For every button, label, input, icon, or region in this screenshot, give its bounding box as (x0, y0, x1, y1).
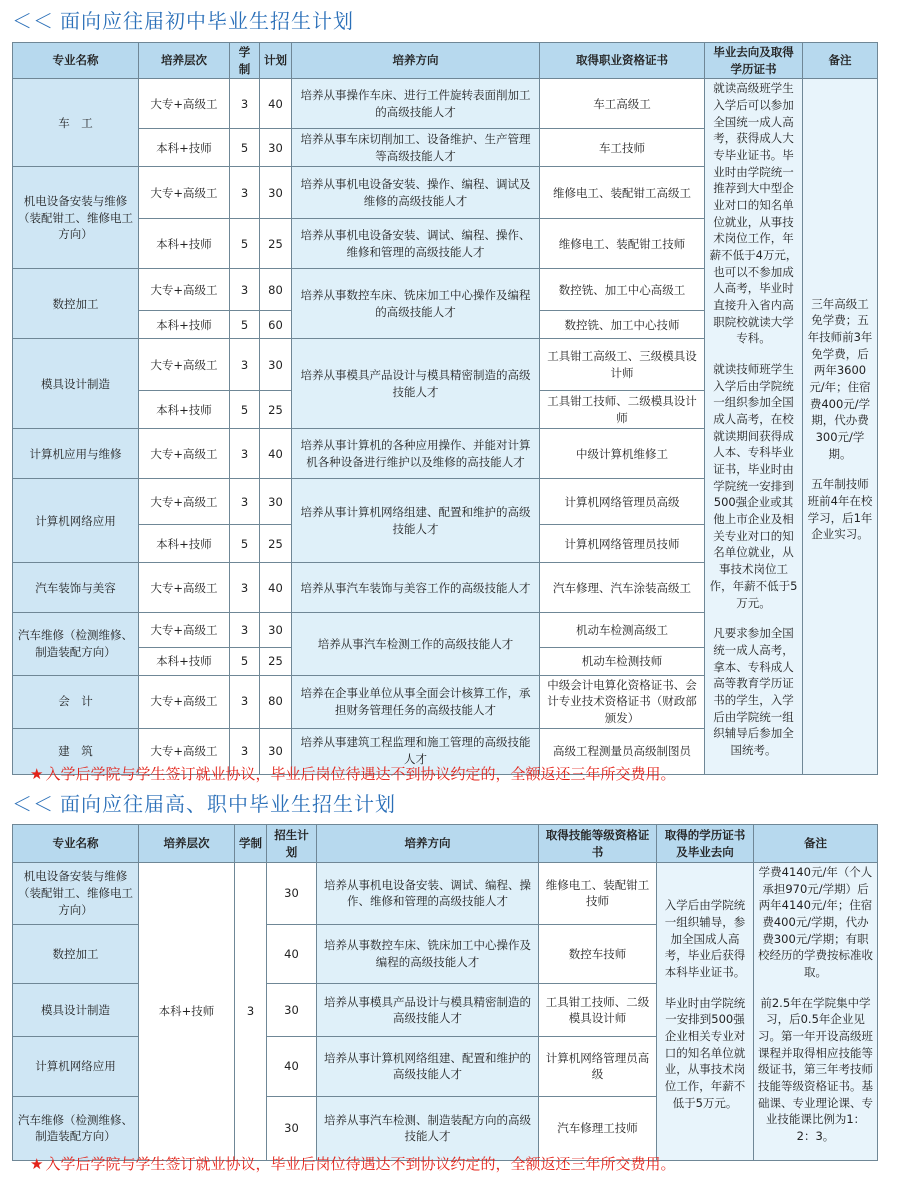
plan-cell: 60 (260, 311, 292, 339)
plan-cell: 30 (267, 1096, 317, 1160)
major-name: 汽车维修（检测维修、制造装配方向） (13, 1096, 139, 1160)
cert-cell: 工具钳工技师、二级模具设计师 (539, 984, 657, 1037)
years-cell: 3 (230, 339, 260, 391)
level-cell: 大专+高级工 (139, 269, 230, 311)
header-graduation: 取得的学历证书及毕业去向 (657, 825, 754, 863)
direction-cell: 培养从事计算机的各种应用操作、并能对计算机各种设备进行维护以及维修的高技能人才 (292, 429, 540, 479)
header-years: 学制 (235, 825, 267, 863)
plan-cell: 40 (260, 563, 292, 613)
plan-cell: 30 (260, 479, 292, 525)
direction-cell: 培养从事车床切削加工、设备维护、生产管理等高级技能人才 (292, 129, 540, 167)
years-cell: 5 (230, 219, 260, 269)
cert-cell: 维修电工、装配钳工高级工 (540, 167, 705, 219)
direction-cell: 培养在企事业单位从事全面会计核算工作，承担财务管理任务的高级技能人才 (292, 675, 540, 728)
level-cell: 本科+技师 (139, 525, 230, 563)
major-name: 模具设计制造 (13, 984, 139, 1037)
level-cell: 本科+技师 (139, 219, 230, 269)
remarks-cell (754, 863, 878, 1161)
direction-cell: 培养从事模具产品设计与模具精密制造的高级技能人才 (317, 984, 539, 1037)
cert-cell: 中级计算机维修工 (540, 429, 705, 479)
plan-cell: 80 (260, 675, 292, 728)
graduation-paragraph: 入学后由学院统一组织辅导，参加全国成人高考，毕业后获得本科毕业证书。 (664, 898, 746, 980)
plan-cell: 30 (260, 167, 292, 219)
remarks-paragraph: 五年制技师班前4年在校学习，后1年企业实习。 (807, 477, 873, 542)
years-cell: 3 (235, 863, 267, 1161)
direction-cell: 培养从事模具产品设计与模具精密制造的高级技能人才 (292, 339, 540, 429)
major-name: 数控加工 (13, 924, 139, 984)
remarks-paragraph: 前2.5年在学院集中学习，后0.5年企业见习。第一年开设高级班课程并取得相应技能等级证书，第三年考技师技能等级资格证书。基础课、专业理论课、专业技能课比例为1：2：3。 (758, 995, 873, 1144)
header-plan: 计划 (260, 43, 292, 79)
header-direction: 培养方向 (317, 825, 539, 863)
cert-cell: 工具钳工技师、二级模具设计师 (540, 391, 705, 429)
level-cell: 本科+技师 (139, 647, 230, 675)
level-cell: 大专+高级工 (139, 563, 230, 613)
direction-cell: 培养从事计算机网络组建、配置和维护的高级技能人才 (317, 1037, 539, 1097)
years-cell: 3 (230, 429, 260, 479)
plan-cell: 80 (260, 269, 292, 311)
arrows-icon: ＜＜ (12, 9, 54, 33)
employment-note: ★ 入学后学院与学生签订就业协议，毕业后岗位待遇达不到协议约定的，全额返还三年所交费用。 (30, 1155, 676, 1173)
years-cell: 5 (230, 391, 260, 429)
header-plan: 招生计划 (267, 825, 317, 863)
direction-cell: 培养从事数控车床、铣床加工中心操作及编程的高级技能人才 (292, 269, 540, 339)
years-cell: 3 (230, 479, 260, 525)
major-name: 会 计 (13, 675, 139, 728)
direction-cell: 培养从事建筑工程监理和施工管理的高级技能人才 (292, 728, 540, 774)
plan-cell: 30 (260, 339, 292, 391)
cert-cell: 数控车技师 (539, 924, 657, 984)
remarks-cell (803, 79, 878, 774)
cert-cell: 机动车检测高级工 (540, 613, 705, 647)
major-name: 计算机应用与维修 (13, 429, 139, 479)
level-cell: 本科+技师 (139, 391, 230, 429)
level-cell: 大专+高级工 (139, 167, 230, 219)
major-name: 机电设备安装与维修（装配钳工、维修电工方向） (13, 863, 139, 925)
remarks-paragraph: 学费4140元/年（个人承担970元/学期）后两年4140元/年；住宿费400元/学期，代办费300元/学期；有职校经历的学费按标准收取。 (758, 865, 873, 980)
level-cell: 大专+高级工 (139, 429, 230, 479)
direction-cell: 培养从事汽车检测工作的高级技能人才 (292, 613, 540, 675)
section2-title: ＜＜ 面向应往届高、职中毕业生招生计划 (12, 792, 396, 816)
major-name: 汽车维修（检测维修、制造装配方向） (13, 613, 139, 675)
major-name: 汽车装饰与美容 (13, 563, 139, 613)
level-cell: 大专+高级工 (139, 613, 230, 647)
cert-cell: 车工技师 (540, 129, 705, 167)
years-cell: 5 (230, 129, 260, 167)
cert-cell: 中级会计电算化资格证书、会计专业技术资格证书（财政部颁发） (540, 675, 705, 728)
years-cell: 3 (230, 613, 260, 647)
graduation-paragraph: 就读技师班学生入学后由学院统一组织参加全国成人高考，在校就读期间获得成人本、专科毕业证书，毕业时由学院统一安排到500强企业或其他上市企业及相关专业对口的知名单位就业，从事技术岗位工作，年薪不低于5万元。 (709, 362, 798, 610)
plan-cell: 30 (267, 984, 317, 1037)
years-cell: 5 (230, 647, 260, 675)
plan-cell: 30 (260, 129, 292, 167)
level-cell: 大专+高级工 (139, 479, 230, 525)
years-cell: 3 (230, 167, 260, 219)
cert-cell: 数控铣、加工中心技师 (540, 311, 705, 339)
graduation-paragraph: 就读高级班学生入学后可以参加全国统一成人高考，获得成人大专毕业证书。毕业时由学院统一推荐到大中型企业对口的知名单位就业，从事技术岗位工作，年薪不低于4万元，也可以不参加成人高考，毕业时直接升入省内高职院校就读大学专科。 (709, 81, 798, 346)
header-major: 专业名称 (13, 825, 139, 863)
direction-cell: 培养从事操作车床、进行工件旋转表面削加工的高级技能人才 (292, 79, 540, 129)
plan-cell: 30 (260, 728, 292, 774)
header-graduation: 毕业去向及取得学历证书 (705, 43, 803, 79)
cert-cell: 车工高级工 (540, 79, 705, 129)
direction-cell: 培养从事汽车检测、制造装配方向的高级技能人才 (317, 1096, 539, 1160)
direction-cell: 培养从事数控车床、铣床加工中心操作及编程的高级技能人才 (317, 924, 539, 984)
major-name: 机电设备安装与维修（装配钳工、维修电工方向） (13, 167, 139, 269)
direction-cell: 培养从事机电设备安装、调试、编程、操作、维修和管理的高级技能人才 (292, 219, 540, 269)
graduation-cell (705, 79, 803, 774)
years-cell: 3 (230, 675, 260, 728)
header-years: 学制 (230, 43, 260, 79)
years-cell: 3 (230, 79, 260, 129)
level-cell: 本科+技师 (139, 129, 230, 167)
header-remarks: 备注 (754, 825, 878, 863)
plan-cell: 40 (267, 1037, 317, 1097)
plan-cell: 25 (260, 647, 292, 675)
star-icon: ★ (30, 1155, 44, 1173)
level-cell: 大专+高级工 (139, 675, 230, 728)
level-cell: 大专+高级工 (139, 79, 230, 129)
major-name: 建 筑 (13, 728, 139, 774)
cert-cell: 汽车修理工技师 (539, 1096, 657, 1160)
plan-cell: 25 (260, 391, 292, 429)
cert-cell: 计算机网络管理员技师 (540, 525, 705, 563)
arrows-icon: ＜＜ (12, 792, 54, 816)
plan-cell: 30 (267, 863, 317, 925)
header-remarks: 备注 (803, 43, 878, 79)
major-name: 计算机网络应用 (13, 479, 139, 563)
cert-cell: 机动车检测技师 (540, 647, 705, 675)
years-cell: 3 (230, 563, 260, 613)
years-cell: 5 (230, 525, 260, 563)
level-cell: 大专+高级工 (139, 339, 230, 391)
cert-cell: 数控铣、加工中心高级工 (540, 269, 705, 311)
direction-cell: 培养从事计算机网络组建、配置和维护的高级技能人才 (292, 479, 540, 563)
cert-cell: 高级工程测量员高级制图员 (540, 728, 705, 774)
major-name: 模具设计制造 (13, 339, 139, 429)
cert-cell: 计算机网络管理员高级 (539, 1037, 657, 1097)
plan-cell: 40 (260, 79, 292, 129)
plan-cell: 40 (260, 429, 292, 479)
table-row (13, 863, 878, 925)
plan-cell: 30 (260, 613, 292, 647)
header-level: 培养层次 (139, 43, 230, 79)
major-name: 车 工 (13, 79, 139, 167)
years-cell: 3 (230, 728, 260, 774)
cert-cell: 工具钳工高级工、三级模具设计师 (540, 339, 705, 391)
level-cell: 本科+技师 (139, 863, 235, 1161)
major-name: 计算机网络应用 (13, 1037, 139, 1097)
remarks-paragraph: 三年高级工免学费；五年技师前3年免学费，后两年3600元/年；住宿费400元/学期，代办费300元/学期。 (807, 296, 873, 461)
plan-cell: 25 (260, 219, 292, 269)
section1-title: ＜＜ 面向应往届初中毕业生招生计划 (12, 9, 354, 33)
major-name: 数控加工 (13, 269, 139, 339)
level-cell: 本科+技师 (139, 311, 230, 339)
cert-cell: 计算机网络管理员高级 (540, 479, 705, 525)
employment-note: ★ 入学后学院与学生签订就业协议，毕业后岗位待遇达不到协议约定的，全额返还三年所交费用。 (30, 765, 676, 783)
direction-cell: 培养从事机电设备安装、操作、编程、调试及维修的高级技能人才 (292, 167, 540, 219)
cert-cell: 维修电工、装配钳工技师 (540, 219, 705, 269)
header-direction: 培养方向 (292, 43, 540, 79)
direction-cell: 培养从事机电设备安装、调试、编程、操作、维修和管理的高级技能人才 (317, 863, 539, 925)
plan-cell: 25 (260, 525, 292, 563)
years-cell: 5 (230, 311, 260, 339)
junior-plan-table (12, 42, 878, 775)
senior-plan-table (12, 824, 878, 1161)
graduation-paragraph: 毕业时由学院统一安排到500强企业相关专业对口的知名单位就业，从事技术岗位工作，年薪不低于5万元。 (664, 995, 746, 1110)
header-level: 培养层次 (139, 825, 235, 863)
plan-cell: 40 (267, 924, 317, 984)
cert-cell: 汽车修理、汽车涂装高级工 (540, 563, 705, 613)
direction-cell: 培养从事汽车装饰与美容工作的高级技能人才 (292, 563, 540, 613)
graduation-cell (657, 863, 754, 1161)
level-cell: 大专+高级工 (139, 728, 230, 774)
table-row (13, 79, 878, 129)
cert-cell: 维修电工、装配钳工技师 (539, 863, 657, 925)
years-cell: 3 (230, 269, 260, 311)
graduation-paragraph: 凡要求参加全国统一成人高考，拿本、专科成人高等教育学历证书的学生，入学后由学院统一组织辅导后参加全国统考。 (713, 626, 794, 757)
header-major: 专业名称 (13, 43, 139, 79)
star-icon: ★ (30, 765, 44, 783)
header-cert: 取得技能等级资格证书 (539, 825, 657, 863)
header-cert: 取得职业资格证书 (540, 43, 705, 79)
